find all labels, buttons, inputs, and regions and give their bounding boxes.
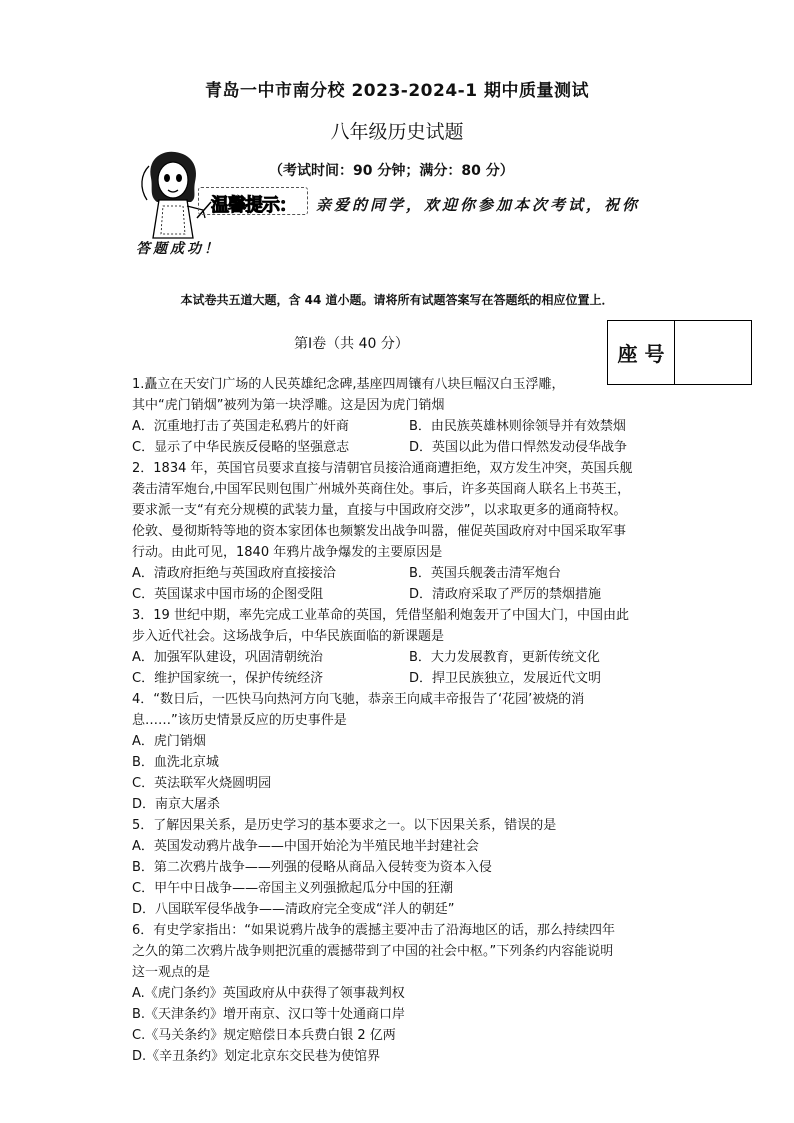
question-6-line-2: 之久的第二次鸦片战争则把沉重的震撼带到了中国的社会中枢。”下列条约内容能说明	[132, 944, 614, 959]
question-3-line-2: 步入近代社会。这场战争后，中华民族面临的新课题是	[132, 629, 445, 644]
question-4-line-2: 息……”该历史情景反应的历史事件是	[132, 713, 347, 728]
question-2-option-a: A．清政府拒绝与英国政府直接接洽	[132, 566, 336, 581]
exam-title: 青岛一中市南分校 2023-2024-1 期中质量测试	[205, 81, 589, 101]
exam-subtitle: 八年级历史试题	[330, 121, 464, 143]
question-6-option-c: C.《马关条约》规定赔偿日本兵费白银 2 亿两	[132, 1028, 396, 1043]
question-4-line-1: 4．“数日后，一匹快马向热河方向飞驰，恭亲王向咸丰帝报告了‘花园’被烧的消	[132, 692, 585, 707]
question-6-option-b: B.《天津条约》增开南京、汉口等十处通商口岸	[132, 1007, 406, 1022]
question-1-option-c: C．显示了中华民族反侵略的坚强意志	[132, 440, 350, 455]
question-4-option-b: B．血洗北京城	[132, 755, 219, 770]
question-2-option-c: C．英国谋求中国市场的企图受阻	[132, 587, 324, 602]
question-4-option-d: D．南京大屠杀	[132, 797, 221, 812]
question-3-option-d: D．捍卫民族独立，发展近代文明	[409, 671, 602, 686]
question-2-option-b: B．英国兵舰袭击清军炮台	[409, 566, 561, 581]
question-1-line-1: 1.矗立在天安门广场的人民英雄纪念碑,基座四周镶有八块巨幅汉白玉浮雕，	[132, 377, 565, 392]
question-1-line-2: 其中“虎门销烟”被列为第一块浮雕。这是因为虎门销烟	[132, 398, 445, 413]
question-5-option-a: A．英国发动鸦片战争——中国开始沦为半殖民地半封建社会	[132, 839, 479, 854]
question-1-option-a: A．沉重地打击了英国走私鸦片的奸商	[132, 419, 349, 434]
question-2-line-5: 行动。由此可见，1840 年鸦片战争爆发的主要原因是	[132, 545, 443, 560]
question-3-option-b: B．大力发展教育，更新传统文化	[409, 650, 600, 665]
question-6-line-3: 这一观点的是	[132, 965, 211, 980]
question-6-option-d: D.《辛丑条约》划定北京东交民巷为使馆界	[132, 1049, 381, 1064]
question-2-line-2: 袭击清军炮台,中国军民则包围广州城外英商住处。事后，许多英国商人联名上书英王，	[132, 482, 631, 497]
question-1-option-d: D．英国以此为借口悍然发动侵华战争	[409, 440, 628, 455]
question-5-option-b: B．第二次鸦片战争——列强的侵略从商品入侵转变为资本入侵	[132, 860, 492, 875]
seat-number-box	[607, 320, 752, 385]
tip-text: 亲爱的同学，欢迎你参加本次考试，祝你	[316, 196, 641, 214]
question-4-option-a: A．虎门销烟	[132, 734, 206, 749]
tip-label: 温馨提示：	[211, 195, 296, 216]
question-4-option-c: C．英法联军火烧圆明园	[132, 776, 272, 791]
part-heading: 第Ⅰ卷（共 40 分）	[294, 336, 409, 352]
question-6-option-a: A.《虎门条约》英国政府从中获得了领事裁判权	[132, 986, 405, 1001]
question-2-line-4: 伦敦、曼彻斯特等地的资本家团体也频繁发出战争叫嚣，催促英国政府对中国采取军事	[132, 524, 627, 539]
question-2-line-1: 2．1834 年，英国官员要求直接与清朝官员接洽通商遭拒绝，双方发生冲突，英国兵舰	[132, 461, 633, 476]
question-1-option-b: B．由民族英雄林则徐领导并有效禁烟	[409, 419, 626, 434]
question-6-line-1: 6．有史学家指出：“如果说鸦片战争的震撼主要冲击了沿海地区的话，那么持续四年	[132, 923, 616, 938]
question-2-line-3: 要求派一支“有充分规模的武装力量，直接与中国政府交涉”，以求取更多的通商特权。	[132, 503, 627, 518]
question-5-line-1: 5．了解因果关系，是历史学习的基本要求之一。以下因果关系，错误的是	[132, 818, 557, 833]
question-3-line-1: 3．19 世纪中期，率先完成工业革命的英国，凭借坚船利炮轰开了中国大门，中国由此	[132, 608, 629, 623]
question-3-option-a: A．加强军队建设，巩固清朝统治	[132, 650, 323, 665]
exam-info: （考试时间：90 分钟；满分：80 分）	[269, 163, 514, 179]
question-2-option-d: D．清政府采取了严厉的禁烟措施	[409, 587, 602, 602]
tip-text-continued: 答题成功！	[136, 241, 221, 257]
question-5-option-d: D．八国联军侵华战争——清政府完全变成“洋人的朝廷”	[132, 902, 455, 917]
exam-notice: 本试卷共五道大题，含 44 道小题。请将所有试题答案写在答题纸的相应位置上．	[180, 293, 614, 307]
question-5-option-c: C．甲午中日战争——帝国主义列强掀起瓜分中国的狂潮	[132, 881, 454, 896]
seat-number-label: 座 号	[608, 321, 675, 384]
seat-number-field[interactable]	[675, 321, 751, 384]
question-3-option-c: C．维护国家统一，保护传统经济	[132, 671, 324, 686]
